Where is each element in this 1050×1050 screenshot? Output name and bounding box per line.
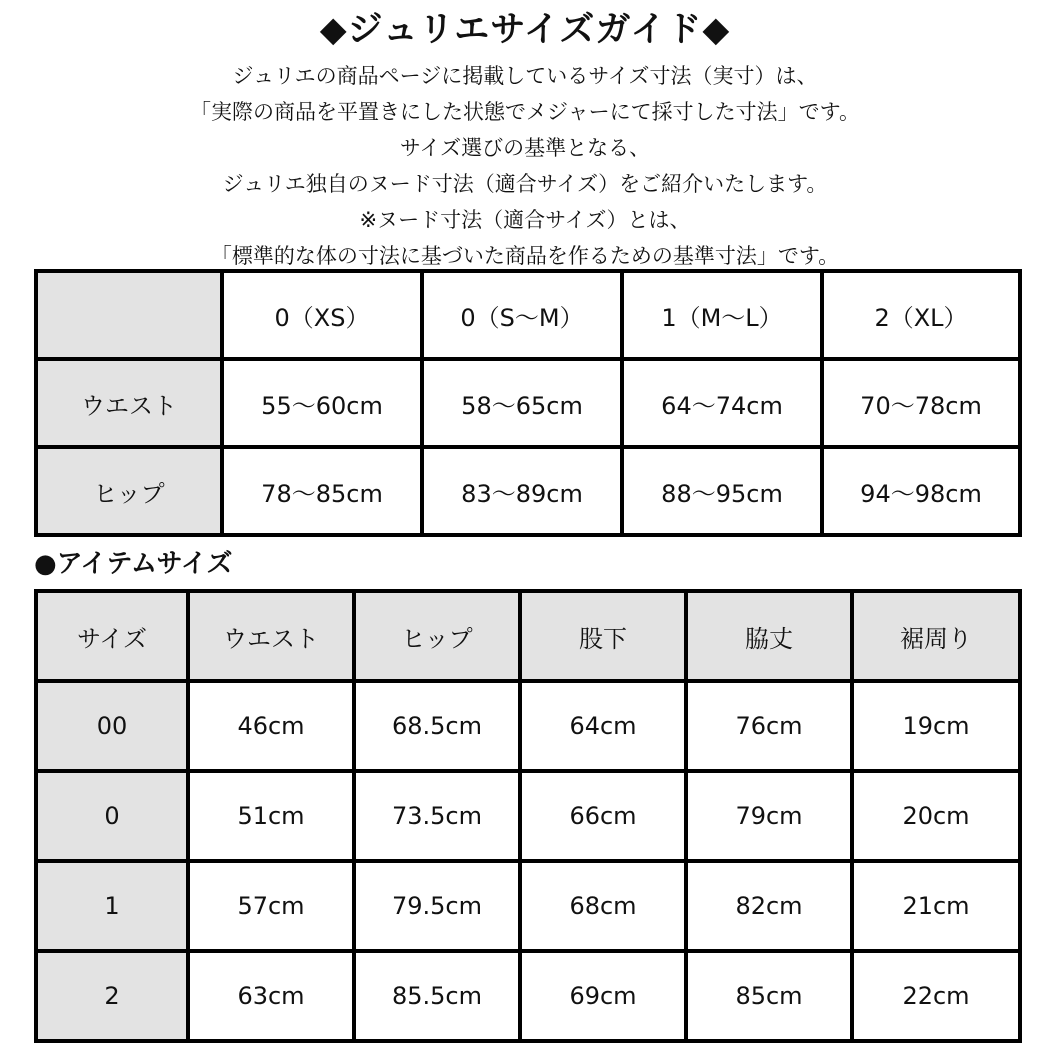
- table-cell: 64cm: [520, 681, 686, 771]
- table-cell: 79cm: [686, 771, 852, 861]
- row-label-cell: 1: [36, 861, 188, 951]
- intro-line: ※ヌード寸法（適合サイズ）とは、: [359, 208, 691, 232]
- size-header-cell: 0（S〜M）: [422, 271, 622, 359]
- intro-line: 「実際の商品を平置きにした状態でメジャーにて採寸した寸法」です。: [190, 100, 860, 124]
- size-header-cell: 2（XL）: [822, 271, 1020, 359]
- table-header-row: [36, 591, 1020, 681]
- table-cell: 94〜98cm: [822, 447, 1020, 535]
- column-header-cell: ウエスト: [188, 591, 354, 681]
- intro-text: [0, 58, 1050, 274]
- table-cell: 22cm: [852, 951, 1020, 1041]
- table-cell: 57cm: [188, 861, 354, 951]
- row-label-cell: 2: [36, 951, 188, 1041]
- table-cell: 78〜85cm: [222, 447, 422, 535]
- table-cell: 85cm: [686, 951, 852, 1041]
- table-cell: 63cm: [188, 951, 354, 1041]
- table-corner-cell: [36, 271, 222, 359]
- table-cell: 58〜65cm: [422, 359, 622, 447]
- table-cell: 64〜74cm: [622, 359, 822, 447]
- item-size-table: [34, 589, 1022, 1043]
- table-cell: 55〜60cm: [222, 359, 422, 447]
- table-cell: 51cm: [188, 771, 354, 861]
- intro-line: サイズ選びの基準となる、: [399, 136, 651, 160]
- table-cell: 85.5cm: [354, 951, 520, 1041]
- table-cell: 69cm: [520, 951, 686, 1041]
- table-row: [36, 359, 1020, 447]
- table-cell: 70〜78cm: [822, 359, 1020, 447]
- intro-line: ジュリエ独自のヌード寸法（適合サイズ）をご紹介いたします。: [222, 172, 828, 196]
- table-cell: 46cm: [188, 681, 354, 771]
- intro-line: 「標準的な体の寸法に基づいた商品を作るための基準寸法」です。: [210, 244, 840, 268]
- table-cell: 66cm: [520, 771, 686, 861]
- column-header-cell: ヒップ: [354, 591, 520, 681]
- page-title: ◆ジュリエサイズガイド◆: [319, 10, 731, 50]
- table-cell: 83〜89cm: [422, 447, 622, 535]
- table-row: [36, 771, 1020, 861]
- table-cell: 19cm: [852, 681, 1020, 771]
- row-label-cell: ウエスト: [36, 359, 222, 447]
- table-cell: 79.5cm: [354, 861, 520, 951]
- table-row: [36, 681, 1020, 771]
- row-label-cell: 00: [36, 681, 188, 771]
- table-cell: 68cm: [520, 861, 686, 951]
- table-cell: 73.5cm: [354, 771, 520, 861]
- column-header-cell: 脇丈: [686, 591, 852, 681]
- item-size-heading: ●アイテムサイズ: [34, 549, 233, 579]
- table-cell: 76cm: [686, 681, 852, 771]
- table-row: [36, 861, 1020, 951]
- table-cell: 68.5cm: [354, 681, 520, 771]
- table-row: [36, 951, 1020, 1041]
- row-label-cell: ヒップ: [36, 447, 222, 535]
- table-cell: 88〜95cm: [622, 447, 822, 535]
- nude-size-table: [34, 269, 1022, 537]
- table-header-row: [36, 271, 1020, 359]
- intro-line: ジュリエの商品ページに掲載しているサイズ寸法（実寸）は、: [232, 64, 818, 88]
- size-header-cell: 1（M〜L）: [622, 271, 822, 359]
- size-header-cell: 0（XS）: [222, 271, 422, 359]
- column-header-cell: 裾周り: [852, 591, 1020, 681]
- column-header-cell: 股下: [520, 591, 686, 681]
- table-cell: 82cm: [686, 861, 852, 951]
- column-header-cell: サイズ: [36, 591, 188, 681]
- table-row: [36, 447, 1020, 535]
- table-cell: 21cm: [852, 861, 1020, 951]
- row-label-cell: 0: [36, 771, 188, 861]
- table-cell: 20cm: [852, 771, 1020, 861]
